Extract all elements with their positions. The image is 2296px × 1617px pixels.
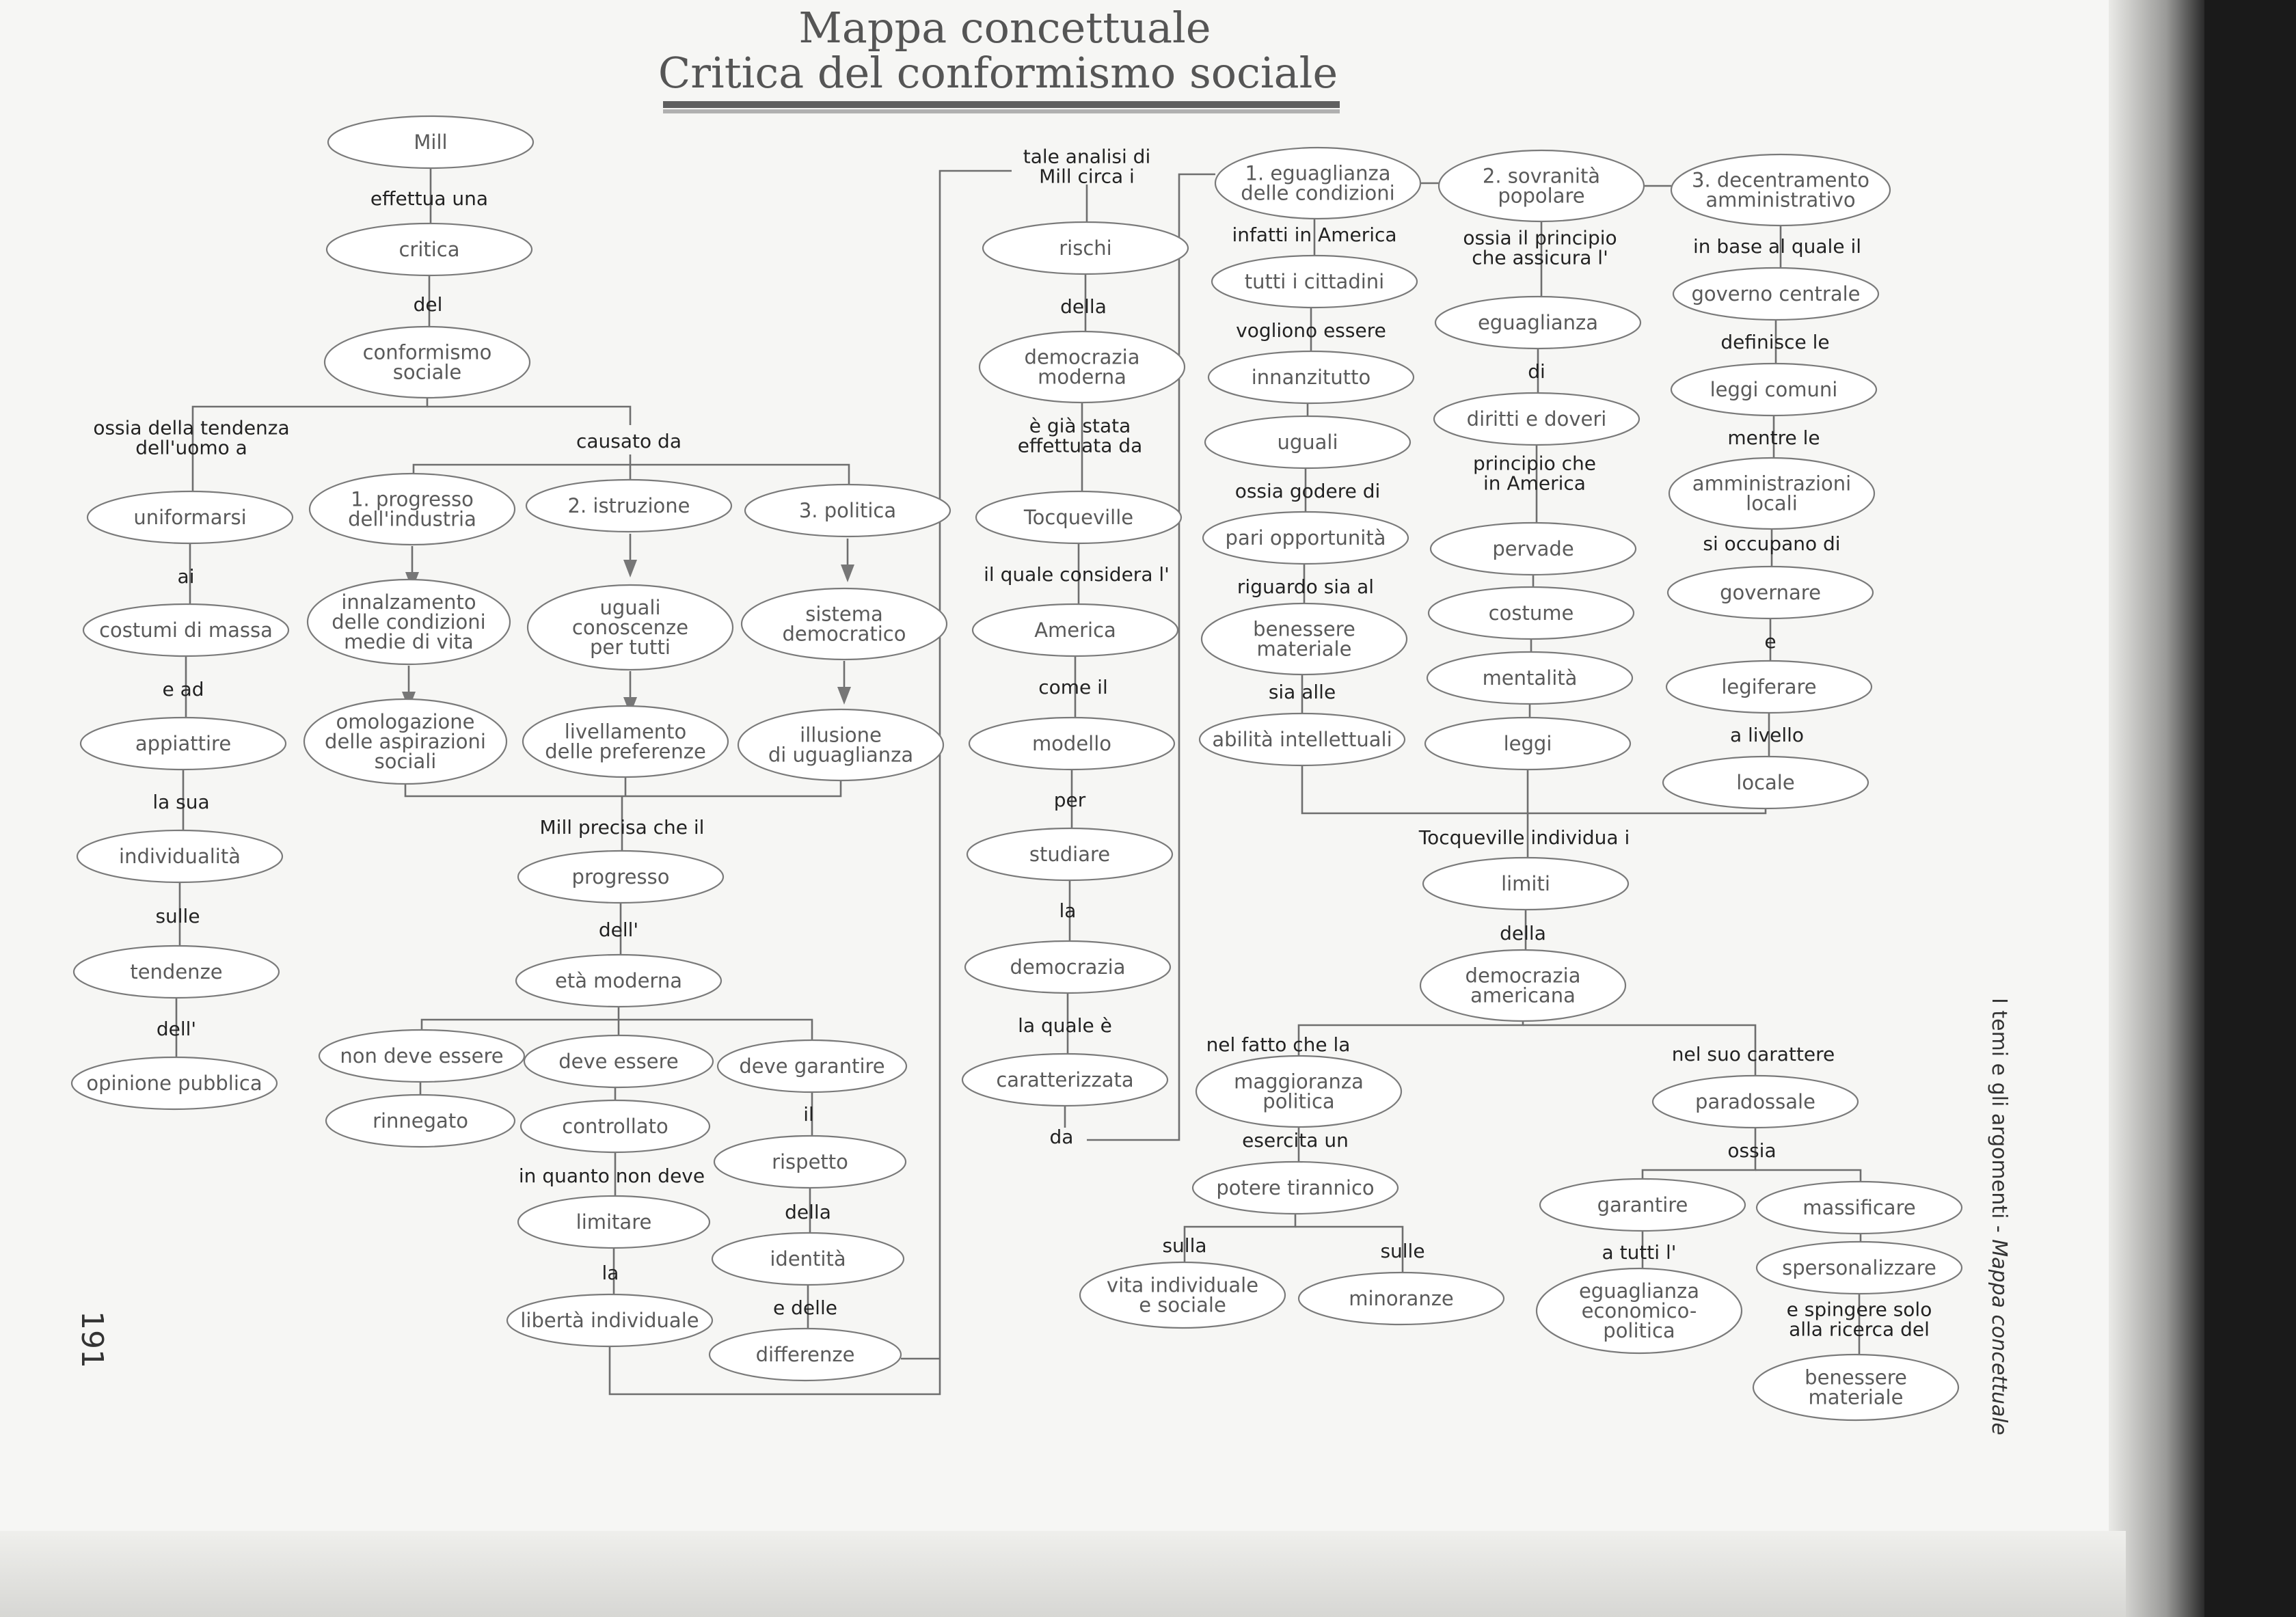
node-deve-garantire (718, 1040, 906, 1092)
connector-ossia-godere: ossia godere di (1234, 480, 1381, 502)
node-opinione (72, 1057, 277, 1109)
node-uguali (1205, 416, 1410, 468)
node-democrazia-am (1420, 950, 1625, 1021)
node-label: progresso (571, 865, 670, 888)
connector-riguardo: riguardo sia al (1237, 575, 1375, 598)
node-locale (1663, 757, 1868, 809)
node-eguaglianza-cond (1215, 148, 1420, 219)
node-label: potere tirannico (1216, 1176, 1375, 1199)
node-label: di uguaglianza (768, 743, 914, 767)
node-individualita (77, 830, 282, 882)
node-label: amministrazioni (1692, 472, 1852, 495)
connector-dell-op: dell' (156, 1018, 197, 1040)
node-leggi-comuni (1671, 364, 1876, 416)
connector-infatti: infatti in America (1232, 223, 1397, 246)
node-limitare (518, 1196, 710, 1248)
connector-e-spingere: e spingere solo (1786, 1298, 1932, 1321)
node-label: differenze (755, 1343, 855, 1366)
node-label: economico- (1581, 1299, 1697, 1322)
node-label: rinnegato (373, 1109, 468, 1132)
node-label: innalzamento (341, 590, 476, 614)
node-minoranze (1299, 1273, 1504, 1324)
node-label: non deve essere (340, 1044, 504, 1068)
node-critica (327, 223, 532, 275)
connector-ossia-par: ossia (1727, 1139, 1777, 1162)
node-sovranita (1439, 150, 1644, 221)
edge-line (422, 1007, 619, 1030)
connector-della-id: della (785, 1201, 831, 1223)
node-label: appiattire (135, 732, 232, 755)
title-line-1: Mappa concettuale (798, 3, 1211, 53)
node-label: costume (1488, 601, 1574, 625)
node-label: uguali (1277, 431, 1338, 454)
node-label: eguaglianza (1477, 311, 1599, 334)
connector-tocq-individua: Tocqueville individua i (1418, 826, 1630, 849)
node-label: uguali (599, 596, 661, 619)
node-label: amministrativo (1705, 188, 1856, 212)
node-label: 3. decentramento (1692, 168, 1869, 192)
arrow-head-icon (623, 560, 637, 578)
node-liberta (507, 1294, 712, 1346)
node-deve-essere (524, 1035, 713, 1087)
node-tocqueville (976, 491, 1181, 543)
node-label: garantire (1597, 1193, 1688, 1217)
node-amministrazioni (1669, 458, 1874, 529)
side-caption-plain: I temi e gli argomenti - (1987, 997, 2011, 1240)
connector-definisce: definisce le (1720, 331, 1830, 353)
node-label: individualità (119, 845, 241, 868)
node-omologazione (304, 699, 507, 784)
connector-il-rispetto: il (803, 1103, 814, 1126)
node-limiti (1423, 858, 1628, 910)
node-label: delle condizioni (1241, 181, 1395, 205)
node-spersonalizzare (1757, 1242, 1962, 1294)
node-label: livellamento (564, 720, 687, 744)
node-label: deve garantire (739, 1055, 885, 1078)
node-pari (1203, 512, 1408, 564)
connector-effettua: effettua una (370, 187, 489, 210)
node-eguaglianza-eco (1537, 1268, 1742, 1353)
title-underline-shadow (663, 109, 1340, 113)
connector-la-sua: la sua (152, 791, 210, 813)
node-label: delle condizioni (332, 610, 486, 634)
node-label: democrazia (1010, 955, 1126, 979)
node-label: America (1034, 619, 1116, 642)
connector-la-lib: la (602, 1262, 619, 1284)
node-label: Tocqueville (1023, 506, 1134, 529)
node-rischi (983, 222, 1188, 274)
node-label: materiale (1256, 637, 1352, 661)
arrow-head-icon (841, 565, 854, 582)
node-label: rispetto (772, 1150, 848, 1173)
connector-ossia-tendenza: dell'uomo a (135, 436, 247, 459)
node-label: mentalità (1482, 666, 1578, 690)
connector-esercita: esercita un (1242, 1129, 1349, 1152)
node-label: democratico (782, 622, 906, 646)
connector-ossia-principio: che assicura l' (1472, 246, 1608, 269)
node-conformismo (325, 327, 530, 398)
side-caption (1987, 998, 2011, 1435)
node-rispetto (714, 1136, 906, 1188)
node-label: medie di vita (344, 630, 474, 653)
node-diritti (1434, 393, 1639, 445)
node-label: popolare (1498, 184, 1585, 208)
node-abilita (1200, 714, 1405, 765)
connector-tale-analisi: Mill circa i (1039, 165, 1135, 188)
connector-il-quale: il quale considera l' (984, 563, 1170, 586)
connector-della-lim: della (1500, 922, 1546, 945)
node-appiattire (81, 718, 286, 770)
node-democrazia (965, 941, 1170, 993)
node-label: uniformarsi (133, 506, 247, 529)
node-label: costumi di massa (99, 619, 273, 642)
node-label: governare (1720, 581, 1821, 604)
map-nodes (72, 116, 1962, 1420)
connector-del: del (413, 293, 443, 316)
edge-line (427, 407, 630, 425)
node-label: vita individuale (1106, 1273, 1259, 1297)
node-label: eguaglianza (1578, 1279, 1700, 1303)
title-line-2: Critica del conformismo sociale (658, 48, 1338, 98)
connector-di: di (1528, 360, 1545, 383)
node-label: limitare (576, 1210, 652, 1234)
node-progresso (518, 851, 723, 903)
connector-ai: ai (177, 565, 195, 588)
node-label: abilità intellettuali (1212, 728, 1392, 751)
node-label: per tutti (590, 636, 671, 659)
edge-line (414, 454, 630, 474)
connector-mentre: mentre le (1727, 426, 1820, 449)
node-governare (1668, 567, 1873, 619)
node-label: paradossale (1695, 1090, 1815, 1113)
node-illusione (738, 709, 943, 780)
node-label: legiferare (1721, 675, 1817, 698)
node-label: 1. progresso (351, 487, 474, 511)
node-label: pari opportunità (1225, 526, 1386, 549)
node-controllato (521, 1100, 710, 1152)
connector-sulle: sulle (155, 905, 200, 927)
node-label: 2. istruzione (567, 494, 690, 517)
connector-come-il: come il (1038, 676, 1108, 698)
node-label: delle aspirazioni (325, 730, 486, 753)
connector-si-occupano: si occupano di (1703, 532, 1841, 555)
node-label: materiale (1808, 1385, 1904, 1409)
node-label: democrazia (1465, 964, 1581, 988)
node-label: dell'industria (348, 507, 476, 531)
node-caratterizzata (962, 1054, 1167, 1106)
node-label: modello (1031, 732, 1112, 755)
node-innalzamento (308, 580, 510, 664)
node-label: massificare (1802, 1196, 1916, 1219)
node-label: delle preferenze (545, 739, 706, 763)
node-benessere-mat (1202, 603, 1407, 675)
connector-per: per (1053, 789, 1086, 811)
connector-in-base: in base al quale il (1692, 235, 1862, 258)
connector-e-ad: e ad (162, 678, 204, 701)
connector-gia-stata: è già stata (1029, 414, 1131, 437)
page-number: 191 (75, 1311, 109, 1368)
node-label: locali (1746, 491, 1798, 515)
connector-nel-carattere: nel suo carattere (1671, 1043, 1835, 1065)
node-label: conformismo (362, 340, 492, 364)
node-label: 2. sovranità (1482, 164, 1601, 188)
connector-sulla: sulla (1162, 1234, 1207, 1257)
node-eta (516, 955, 721, 1007)
node-label: democrazia (1024, 345, 1140, 369)
node-label: americana (1470, 983, 1576, 1007)
connector-e-spingere: alla ricerca del (1789, 1318, 1930, 1341)
node-politica (745, 485, 950, 536)
node-costume (1429, 587, 1634, 639)
node-label: limiti (1501, 872, 1550, 895)
node-label: 3. politica (798, 499, 897, 522)
node-label: spersonalizzare (1782, 1256, 1936, 1279)
connector-dell-eta: dell' (598, 919, 639, 941)
node-label: locale (1736, 771, 1795, 794)
side-caption-italic: Mappa concettuale (1987, 1239, 2011, 1436)
node-label: libertà individuale (520, 1309, 699, 1332)
node-istruzione (526, 480, 731, 532)
node-livellamento (523, 706, 728, 777)
connector-la-dem: la (1059, 899, 1077, 922)
node-label: politica (1603, 1319, 1675, 1342)
node-identita (712, 1233, 904, 1285)
connector-nel-fatto: nel fatto che la (1206, 1033, 1351, 1056)
connector-principio-che: in America (1483, 472, 1586, 495)
connector-causato: causato da (576, 430, 681, 452)
node-massificare (1757, 1182, 1962, 1234)
node-label: rischi (1059, 236, 1112, 260)
node-uguali-con (528, 585, 733, 670)
edge-line (1087, 174, 1215, 1140)
node-label: 1. eguaglianza (1245, 161, 1391, 185)
node-label: leggi comuni (1710, 378, 1838, 401)
node-label: identità (770, 1247, 846, 1270)
connector-a-tutti: a tutti l' (1602, 1241, 1677, 1264)
node-innanzitutto (1208, 351, 1414, 403)
node-label: illusione (800, 723, 882, 747)
title-underline (663, 101, 1340, 108)
node-label: opinione pubblica (86, 1072, 262, 1095)
node-modello (969, 718, 1174, 770)
node-label: omologazione (336, 710, 475, 733)
connector-mill-precisa: Mill precisa che il (539, 816, 705, 839)
connector-ossia-tendenza: ossia della tendenza (93, 416, 290, 439)
node-rinnegato (326, 1095, 515, 1147)
node-costumi (83, 604, 288, 656)
connector-e-leg: e (1764, 630, 1777, 653)
node-legiferare (1666, 661, 1872, 713)
node-label: moderna (1038, 365, 1126, 389)
connector-la-quale: la quale è (1018, 1014, 1112, 1037)
node-label: benessere (1805, 1365, 1907, 1389)
node-vita (1080, 1262, 1285, 1328)
edge-line (405, 780, 841, 796)
node-label: pervade (1492, 537, 1574, 560)
node-label: caratterizzata (996, 1068, 1134, 1091)
connector-da: da (1049, 1126, 1074, 1148)
node-pervade (1431, 523, 1636, 575)
node-label: innanzitutto (1251, 366, 1371, 389)
connector-della-dem: della (1060, 295, 1107, 318)
node-label: età moderna (554, 969, 683, 992)
node-tutti (1212, 256, 1417, 308)
node-mentalita (1427, 652, 1632, 704)
node-label: sociale (392, 360, 462, 384)
connector-a-livello: a livello (1729, 724, 1805, 746)
node-label: politica (1262, 1089, 1335, 1113)
node-decentramento (1671, 154, 1890, 226)
node-label: tutti i cittadini (1244, 270, 1385, 293)
connector-sia-alle: sia alle (1268, 681, 1336, 703)
node-governo (1673, 268, 1878, 320)
node-studiare (967, 828, 1172, 880)
node-mill (328, 116, 533, 168)
node-paradossale (1653, 1076, 1858, 1128)
node-label: diritti e doveri (1466, 407, 1607, 431)
connector-gia-stata: effettuata da (1017, 434, 1143, 457)
node-label: deve essere (558, 1050, 679, 1073)
node-leggi (1425, 718, 1630, 770)
node-tendenze (74, 946, 279, 998)
node-benessere-mat2 (1753, 1355, 1958, 1420)
edge-line (1755, 1170, 1861, 1182)
node-potere (1193, 1162, 1398, 1214)
node-eguaglianza (1435, 297, 1640, 349)
connector-vogliono: vogliono essere (1236, 319, 1386, 342)
connector-e-delle: e delle (773, 1296, 837, 1319)
node-non-deve (319, 1030, 524, 1082)
connector-tale-analisi: tale analisi di (1023, 145, 1151, 168)
connector-ossia-principio: ossia il principio (1463, 226, 1617, 249)
node-label: Mill (414, 131, 448, 154)
node-label: benessere (1253, 617, 1355, 641)
connector-in-quanto: in quanto non deve (518, 1165, 705, 1187)
node-label: tendenze (130, 960, 223, 983)
arrow-head-icon (837, 687, 851, 705)
node-label: controllato (562, 1115, 668, 1138)
node-maggioranza (1196, 1056, 1401, 1127)
connector-sulle-min: sulle (1380, 1240, 1425, 1262)
node-uniformarsi (87, 491, 293, 543)
node-label: minoranze (1349, 1287, 1454, 1310)
node-sistema (742, 588, 947, 660)
node-label: studiare (1029, 843, 1111, 866)
node-label: e sociale (1139, 1293, 1226, 1317)
node-progresso-ind (310, 474, 515, 545)
node-differenze (710, 1329, 901, 1381)
title-block (658, 3, 1340, 113)
node-label: maggioranza (1234, 1070, 1364, 1093)
node-democrazia-mod (980, 331, 1185, 403)
node-label: governo centrale (1691, 282, 1861, 305)
node-label: critica (399, 238, 460, 261)
node-label: conoscenze (571, 616, 689, 639)
node-label: sociali (374, 750, 437, 773)
node-label: sistema (805, 602, 883, 626)
node-garantire (1540, 1179, 1745, 1231)
connector-principio-che: principio che (1473, 452, 1596, 475)
node-america (973, 604, 1178, 656)
node-label: leggi (1503, 732, 1552, 755)
